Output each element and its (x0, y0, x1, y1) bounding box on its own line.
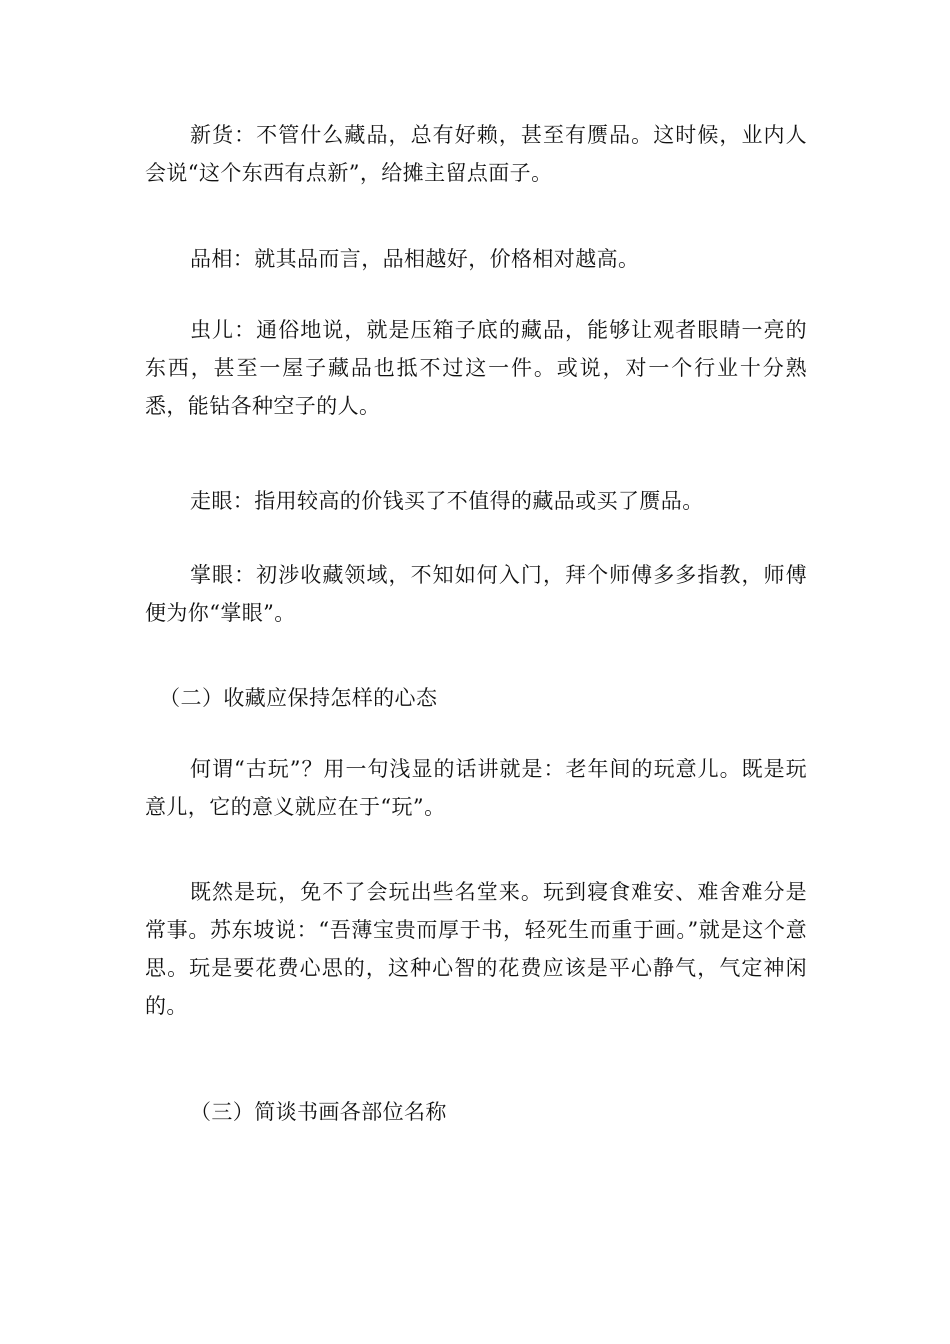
paragraph-jiranshiwan: 既然是玩，免不了会玩出些名堂来。玩到寝食难安、难舍难分是常事。苏东坡说：“吾薄宝贵而厚于书，轻死生而重于画。”就是这个意思。玩是要花费心思的，这种心智的花费应该是平心静气，气定神闲的。 (145, 880, 807, 1018)
section-heading-3: （三）简谈书画各部位名称 (190, 1100, 461, 1124)
paragraph-pinxiang: 品相：就其品而言，品相越好，价格相对越高。 (190, 247, 654, 271)
paragraph-zhangyan: 掌眼：初涉收藏领域，不知如何入门，拜个师傅多多指教，师傅便为你“掌眼”。 (145, 563, 807, 625)
paragraph-xinhuo: 新货：不管什么藏品，总有好赖，甚至有赝品。这时候，业内人会说“这个东西有点新”，给摊主留点面子。 (145, 123, 807, 185)
paragraph-zouyan: 走眼：指用较高的价钱买了不值得的藏品或买了赝品。 (190, 489, 718, 513)
paragraph-guwan: 何谓“古玩”？用一句浅显的话讲就是：老年间的玩意儿。既是玩意儿，它的意义就应在于“玩”。 (145, 757, 807, 819)
paragraph-chonger: 虫儿：通俗地说，就是压箱子底的藏品，能够让观者眼睛一亮的东西，甚至一屋子藏品也抵不过这一件。或说，对一个行业十分熟悉，能钻各种空子的人。 (145, 318, 807, 418)
section-heading-2: （二）收藏应保持怎样的心态 (145, 686, 452, 710)
